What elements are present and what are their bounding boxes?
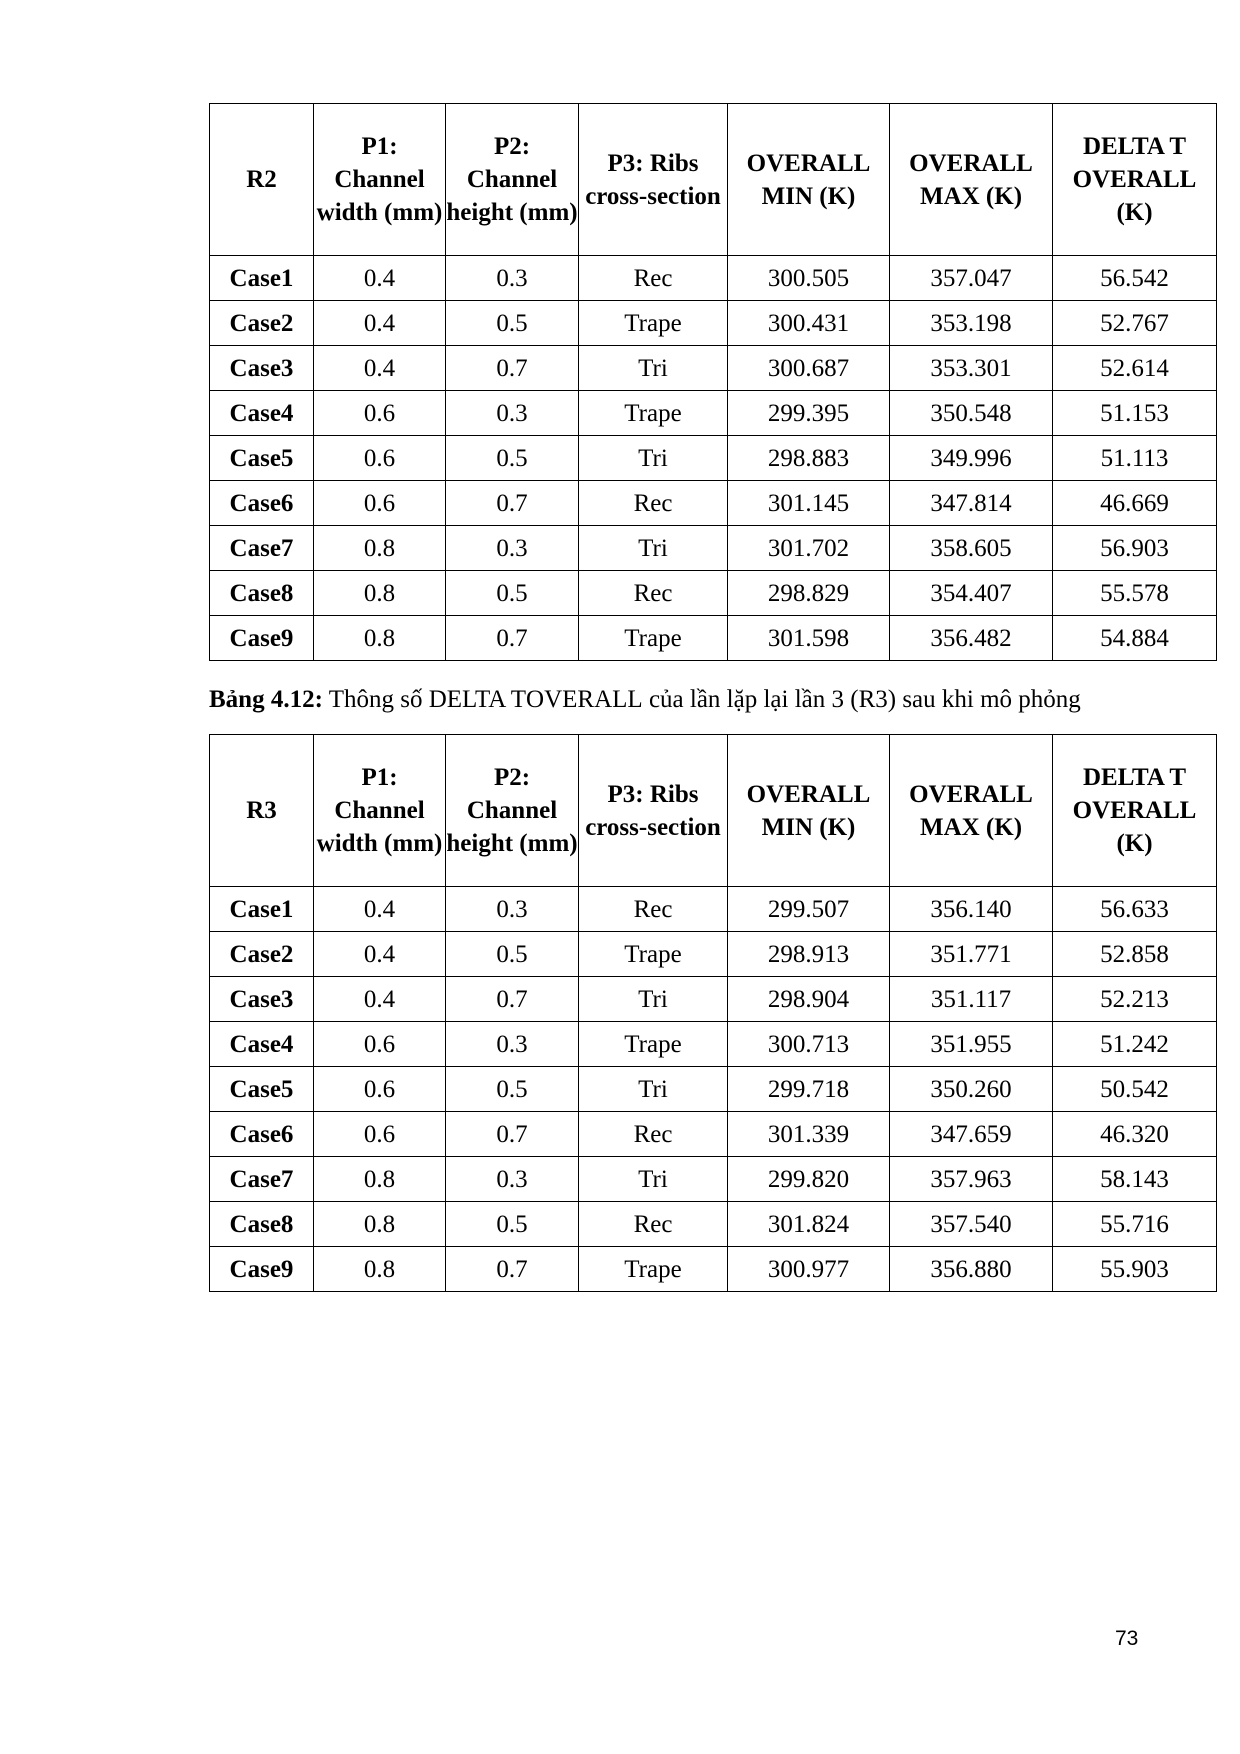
case-label-cell: Case9 — [210, 616, 314, 661]
column-header: P3: Ribs cross-section — [579, 735, 728, 887]
table-r2 — [209, 103, 1217, 661]
case-label-cell: Case4 — [210, 391, 314, 436]
table-row — [210, 256, 1217, 301]
table-header-row — [210, 735, 1217, 887]
table-cell: 0.8 — [314, 1247, 446, 1292]
table-cell: 358.605 — [890, 526, 1053, 571]
table-cell: 357.047 — [890, 256, 1053, 301]
caption-text-after: của lần lặp lại lần 3 (R3) sau khi mô phỏng — [642, 686, 1081, 713]
table-cell: 54.884 — [1053, 616, 1217, 661]
case-label-cell: Case8 — [210, 1202, 314, 1247]
table-cell: 354.407 — [890, 571, 1053, 616]
table-row — [210, 1247, 1217, 1292]
table-cell: 56.903 — [1053, 526, 1217, 571]
column-header: OVERALL MAX (K) — [890, 735, 1053, 887]
table-cell: 357.540 — [890, 1202, 1053, 1247]
column-header: P2: Channel height (mm) — [446, 104, 579, 256]
table-cell: 351.771 — [890, 932, 1053, 977]
table-cell: Trape — [579, 301, 728, 346]
table-cell: 0.7 — [446, 481, 579, 526]
table-cell: 0.6 — [314, 481, 446, 526]
table-cell: 0.4 — [314, 932, 446, 977]
case-label-cell: Case4 — [210, 1022, 314, 1067]
table-cell: 298.883 — [728, 436, 890, 481]
table-cell: 55.716 — [1053, 1202, 1217, 1247]
table-cell: Tri — [579, 346, 728, 391]
table-cell: 0.6 — [314, 436, 446, 481]
table-cell: 0.7 — [446, 616, 579, 661]
table-cell: 350.260 — [890, 1067, 1053, 1112]
table-cell: 51.153 — [1053, 391, 1217, 436]
table-r2-body — [210, 104, 1217, 661]
column-header: DELTA T OVERALL (K) — [1053, 104, 1217, 256]
table-cell: 349.996 — [890, 436, 1053, 481]
table-cell: 0.7 — [446, 346, 579, 391]
table-cell: 0.6 — [314, 1112, 446, 1157]
table-row — [210, 932, 1217, 977]
table-cell: Trape — [579, 1247, 728, 1292]
column-header: P2: Channel height (mm) — [446, 735, 579, 887]
table-cell: 356.140 — [890, 887, 1053, 932]
case-label-cell: Case7 — [210, 526, 314, 571]
table-cell: 0.8 — [314, 1202, 446, 1247]
column-header: OVERALL MIN (K) — [728, 735, 890, 887]
table-row — [210, 1067, 1217, 1112]
table-cell: 0.4 — [314, 346, 446, 391]
table-row — [210, 571, 1217, 616]
table-cell: 298.904 — [728, 977, 890, 1022]
table-cell: 300.977 — [728, 1247, 890, 1292]
table-cell: Tri — [579, 526, 728, 571]
table-cell: 0.3 — [446, 391, 579, 436]
table-row — [210, 436, 1217, 481]
table-row — [210, 391, 1217, 436]
table-cell: 0.3 — [446, 1157, 579, 1202]
table-cell: 0.6 — [314, 391, 446, 436]
case-label-cell: Case3 — [210, 346, 314, 391]
table-cell: 0.3 — [446, 526, 579, 571]
case-label-cell: Case6 — [210, 1112, 314, 1157]
table-cell: Trape — [579, 616, 728, 661]
table-row — [210, 481, 1217, 526]
table-row — [210, 1157, 1217, 1202]
case-label-cell: Case3 — [210, 977, 314, 1022]
table-cell: 52.767 — [1053, 301, 1217, 346]
column-header: OVERALL MIN (K) — [728, 104, 890, 256]
table-cell: Trape — [579, 391, 728, 436]
table-cell: 0.7 — [446, 1112, 579, 1157]
table-cell: 0.8 — [314, 571, 446, 616]
caption-text-before: Thông số DELTA T — [322, 686, 527, 713]
table-r3 — [209, 734, 1217, 1292]
table-cell: 0.5 — [446, 1202, 579, 1247]
table-cell: Tri — [579, 1067, 728, 1112]
table-cell: 51.242 — [1053, 1022, 1217, 1067]
column-header: R3 — [210, 735, 314, 887]
table-row — [210, 1022, 1217, 1067]
table-cell: 0.4 — [314, 887, 446, 932]
table-cell: 52.858 — [1053, 932, 1217, 977]
column-header: P1: Channel width (mm) — [314, 735, 446, 887]
table-cell: 301.598 — [728, 616, 890, 661]
table-cell: 0.4 — [314, 977, 446, 1022]
table-cell: 58.143 — [1053, 1157, 1217, 1202]
table-cell: Tri — [579, 436, 728, 481]
table-cell: 46.669 — [1053, 481, 1217, 526]
table-header-row — [210, 104, 1217, 256]
table-cell: 301.702 — [728, 526, 890, 571]
table-cell: 0.3 — [446, 256, 579, 301]
column-header: P3: Ribs cross-section — [579, 104, 728, 256]
table-cell: 0.8 — [314, 526, 446, 571]
table-caption — [209, 686, 1081, 714]
page-number: 73 — [1115, 1627, 1139, 1650]
table-cell: 0.3 — [446, 887, 579, 932]
case-label-cell: Case6 — [210, 481, 314, 526]
table-cell: Rec — [579, 571, 728, 616]
case-label-cell: Case2 — [210, 932, 314, 977]
table-row — [210, 346, 1217, 391]
table-cell: 46.320 — [1053, 1112, 1217, 1157]
table-cell: 55.903 — [1053, 1247, 1217, 1292]
table-row — [210, 301, 1217, 346]
table-cell: 0.7 — [446, 1247, 579, 1292]
table-cell: 0.4 — [314, 301, 446, 346]
table-cell: 353.301 — [890, 346, 1053, 391]
caption-label: Bảng 4.12: — [209, 686, 323, 713]
table-cell: 0.6 — [314, 1067, 446, 1112]
table-row — [210, 1202, 1217, 1247]
table-cell: 300.505 — [728, 256, 890, 301]
table-cell: 0.5 — [446, 301, 579, 346]
table-cell: 300.431 — [728, 301, 890, 346]
table-cell: 356.880 — [890, 1247, 1053, 1292]
column-header: P1: Channel width (mm) — [314, 104, 446, 256]
table-cell: 357.963 — [890, 1157, 1053, 1202]
table-cell: Tri — [579, 1157, 728, 1202]
table-cell: 0.7 — [446, 977, 579, 1022]
table-cell: 52.213 — [1053, 977, 1217, 1022]
table-row — [210, 616, 1217, 661]
table-cell: 299.718 — [728, 1067, 890, 1112]
table-cell: 299.507 — [728, 887, 890, 932]
table-cell: Rec — [579, 481, 728, 526]
table-cell: 0.5 — [446, 436, 579, 481]
table-cell: 0.5 — [446, 571, 579, 616]
case-label-cell: Case5 — [210, 1067, 314, 1112]
table-cell: 56.542 — [1053, 256, 1217, 301]
table-row — [210, 1112, 1217, 1157]
table-cell: 301.145 — [728, 481, 890, 526]
table-row — [210, 526, 1217, 571]
table-cell: 301.824 — [728, 1202, 890, 1247]
table-cell: Tri — [579, 977, 728, 1022]
table-cell: 0.8 — [314, 616, 446, 661]
table-cell: 301.339 — [728, 1112, 890, 1157]
table-cell: 353.198 — [890, 301, 1053, 346]
table-cell: 356.482 — [890, 616, 1053, 661]
case-label-cell: Case9 — [210, 1247, 314, 1292]
column-header: DELTA T OVERALL (K) — [1053, 735, 1217, 887]
table-cell: 56.633 — [1053, 887, 1217, 932]
table-cell: 51.113 — [1053, 436, 1217, 481]
table-cell: 300.713 — [728, 1022, 890, 1067]
table-cell: Rec — [579, 256, 728, 301]
table-cell: 351.955 — [890, 1022, 1053, 1067]
table-row — [210, 977, 1217, 1022]
table-cell: 298.913 — [728, 932, 890, 977]
table-cell: 0.5 — [446, 1067, 579, 1112]
table-cell: 55.578 — [1053, 571, 1217, 616]
table-cell: 0.5 — [446, 932, 579, 977]
table-r3-body — [210, 735, 1217, 1292]
table-cell: 0.8 — [314, 1157, 446, 1202]
table-cell: 50.542 — [1053, 1067, 1217, 1112]
table-cell: 300.687 — [728, 346, 890, 391]
table-cell: 347.814 — [890, 481, 1053, 526]
table-cell: 347.659 — [890, 1112, 1053, 1157]
table-cell: 351.117 — [890, 977, 1053, 1022]
case-label-cell: Case1 — [210, 887, 314, 932]
table-cell: Rec — [579, 1202, 728, 1247]
table-row — [210, 887, 1217, 932]
table-cell: Trape — [579, 932, 728, 977]
table-cell: 0.6 — [314, 1022, 446, 1067]
table-cell: 350.548 — [890, 391, 1053, 436]
case-label-cell: Case2 — [210, 301, 314, 346]
table-cell: 298.829 — [728, 571, 890, 616]
column-header: R2 — [210, 104, 314, 256]
table-cell: Trape — [579, 1022, 728, 1067]
table-cell: Rec — [579, 887, 728, 932]
caption-subscript: OVERALL — [526, 686, 643, 713]
table-cell: 52.614 — [1053, 346, 1217, 391]
table-cell: 299.395 — [728, 391, 890, 436]
case-label-cell: Case5 — [210, 436, 314, 481]
table-cell: Rec — [579, 1112, 728, 1157]
column-header: OVERALL MAX (K) — [890, 104, 1053, 256]
case-label-cell: Case8 — [210, 571, 314, 616]
table-cell: 0.4 — [314, 256, 446, 301]
table-cell: 0.3 — [446, 1022, 579, 1067]
case-label-cell: Case7 — [210, 1157, 314, 1202]
table-cell: 299.820 — [728, 1157, 890, 1202]
case-label-cell: Case1 — [210, 256, 314, 301]
